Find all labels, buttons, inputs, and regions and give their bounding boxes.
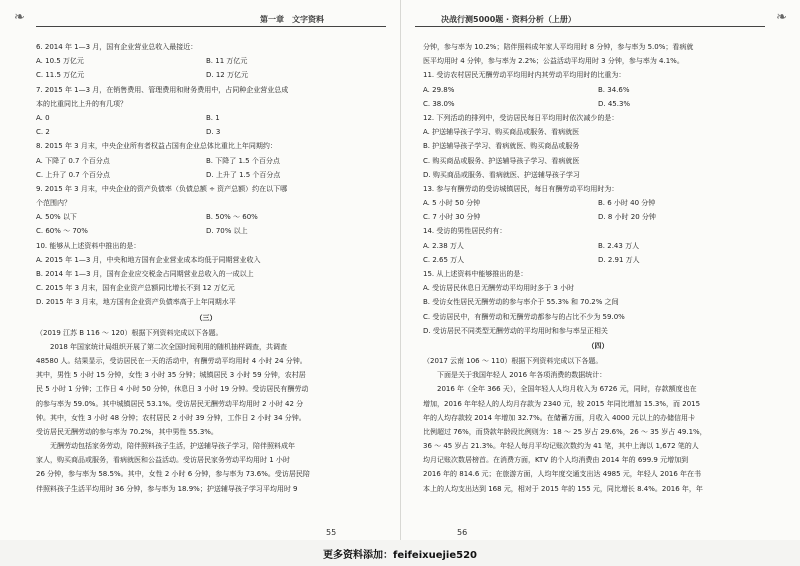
text-line: 13. 参与有酬劳动的受访城镇居民，每日有酬劳动平均用时为： — [423, 184, 619, 193]
text-line: 26 分钟，参与率为 58.5%。其中，女性 2 小时 6 分钟，参与率为 73.6%。受访居民陪 — [36, 470, 310, 479]
text-line: 比例超过 76%，而贷款年龄段比例则为：18 ～ 25 岁占 29.6%，26 ～ 35 岁占 49.1%， — [423, 427, 707, 436]
text-line: 本的比重同比上升的有几项？ — [36, 99, 127, 108]
option-text: B. 11 万亿元 — [206, 57, 248, 66]
header-rule — [36, 26, 386, 27]
text-line: C. 2015 年 3 月末，国有企业资产总额同比增长不到 12 万亿元 — [36, 284, 235, 293]
option-row — [36, 54, 376, 68]
text-line: 6. 2014 年 1—3 月，国有企业营业总收入最接近： — [36, 43, 198, 51]
text-line: 个范围内？ — [36, 199, 71, 208]
option-row — [36, 68, 376, 82]
option-row — [36, 111, 376, 125]
text-line: 11. 受访农村居民无酬劳动平均用时内其劳动平均用时的比重为： — [423, 71, 626, 80]
text-line: （2017 云南 106 ～ 110）根据下列资料完成以下各题。 — [423, 356, 603, 365]
text-line: C. 受访居民中，有酬劳动和无酬劳动都参与的占比不少为 59.0% — [423, 312, 625, 321]
text-line: 无酬劳动包括家务劳动，陪伴照料孩子生活，护送辅导孩子学习，陪伴照料成年 — [50, 442, 295, 451]
text-line: 分钟，参与率为 10.2%；陪伴照料成年家人平均用时 8 分钟，参与率为 5.0%；看病就 — [423, 43, 694, 51]
text-line: A. 受访居民休息日无酬劳动平均用时多于 3 小时 — [423, 284, 575, 293]
option-row — [423, 196, 773, 210]
text-line: 民 5 小时 1 分钟；工作日 4 小时 50 分钟，休息日 3 小时 19 分钟。受访居民有酬劳动 — [36, 385, 309, 394]
option-text: B. 34.6% — [598, 85, 630, 94]
text-line: 2018 年国家统计局组织开展了第二次全国时间利用的随机抽样调查，共调查 — [50, 342, 288, 351]
option-row — [36, 224, 376, 238]
text-line: 其中，男性 5 小时 15 分钟，女性 3 小时 35 分钟；城镇居民 3 小时 59 分钟，农村居 — [36, 371, 306, 380]
text-line: 伴照料孩子生活平均用时 36 分钟，参与率为 18.9%；护送辅导孩子学习平均用时 9 — [36, 484, 298, 493]
corner-ornament-icon: ❧ — [14, 10, 25, 25]
option-text: D. 45.3% — [598, 99, 631, 108]
page-number-right: 56 — [457, 528, 468, 537]
option-text: C. 2 — [36, 128, 50, 137]
option-text: C. 11.5 万亿元 — [36, 71, 85, 80]
footer-note: 更多资料添加：feifeixuejie520 — [323, 550, 477, 561]
option-text: D. 3 — [206, 128, 221, 137]
left-running-header: 第一章 文字资料 — [260, 15, 324, 24]
text-line: 2016 年的 814.6 元；在旅游方面，人均年度交通支出达 4985 元，年轻人 2016 年在书 — [423, 470, 702, 479]
text-line: （2019 江苏 B 116 ～ 120）根据下列资料完成以下各题。 — [36, 328, 223, 337]
left-page — [0, 0, 400, 540]
text-line: 15. 从上述资料中能够推出的是： — [423, 270, 528, 278]
text-line: 下面是关于我国年轻人 2016 年各项消费的数据统计： — [437, 371, 607, 380]
text-line: 14. 受访的男性居民约有： — [423, 227, 507, 236]
option-text: A. 10.5 万亿元 — [36, 57, 84, 66]
option-row — [36, 154, 376, 168]
text-line: D. 购买商品或服务、看病就医、护送辅导孩子学习 — [423, 170, 580, 179]
section-heading: （四） — [587, 341, 609, 350]
header-rule — [415, 26, 765, 27]
text-line: 10. 能够从上述资料中推出的是： — [36, 241, 141, 250]
text-line: 7. 2015 年 1—3 月，在销售费用、管理费用和财务费用中，占同种企业营业总成 — [36, 85, 289, 94]
text-line: 受访居民无酬劳动的参与率为 70.2%，其中男性 55.3%。 — [36, 427, 218, 436]
option-row — [36, 125, 376, 139]
option-text: D. 2.91 万人 — [598, 255, 640, 264]
option-text: D. 8 小时 20 分钟 — [598, 213, 656, 222]
text-line: 36 ～ 45 岁占 21.3%。年轻人每月平均记账次数约为 41 笔，其中上海以 1,672 笔的人 — [423, 442, 699, 451]
option-text: B. 2.43 万人 — [598, 241, 640, 250]
text-line: C. 购买商品或服务、护送辅导孩子学习、看病就医 — [423, 156, 580, 165]
right-page-body — [423, 40, 773, 496]
text-line: B. 受访女性居民无酬劳动的参与率介于 55.3% 和 70.2% 之间 — [423, 298, 619, 307]
option-text: C. 2.65 万人 — [423, 255, 465, 264]
option-text: A. 5 小时 50 分钟 — [423, 199, 481, 208]
option-text: B. 50% ～ 60% — [206, 213, 258, 222]
text-line: A. 2015 年 1—3 月，中央和地方国有企业营业成本均低于同期营业收入 — [36, 255, 261, 264]
text-line: 8. 2015 年 3 月末，中央企业所有者权益占国有企业总体比重比上年同期约： — [36, 142, 277, 151]
text-line: 增加，2016 年年轻人的人均月存款为 2340 元，较 2015 年同比增加 15.3%，而 2015 — [423, 399, 701, 408]
text-line: 均月记账次数居榜首。在消费方面，KTV 的个人均消费由 2014 年的 699.9 元增加到 — [423, 456, 689, 465]
option-text: B. 1 — [206, 113, 220, 122]
text-line: D. 2015 年 3 月末，地方国有企业资产负债率高于上年同期水平 — [36, 298, 236, 307]
option-text: A. 2.38 万人 — [423, 241, 464, 250]
option-text: A. 下降了 0.7 个百分点 — [36, 156, 110, 165]
text-line: 钟。其中，女性 3 小时 48 分钟；农村居民 2 小时 39 分钟，工作日 2 小时 34 分钟。 — [36, 413, 306, 422]
text-line: A. 护送辅导孩子学习、购买商品或服务、看病就医 — [423, 128, 580, 137]
text-line: 48580 人。结果显示，受访居民在一天的活动中，有酬劳动平均用时 4 小时 24 分钟。 — [36, 356, 307, 365]
left-page-body — [36, 40, 376, 496]
option-text: A. 0 — [36, 113, 50, 122]
option-text: D. 70% 以上 — [206, 227, 248, 236]
option-row — [36, 210, 376, 224]
option-row — [423, 83, 773, 97]
option-text: D. 12 万亿元 — [206, 71, 248, 80]
right-running-header: 决战行测5000题 · 资料分析（上册） — [441, 15, 576, 24]
text-line: 医平均用时 4 分钟，参与率为 2.2%；公益活动平均用时 3 分钟，参与率为 4.1%。 — [423, 57, 684, 66]
text-line: 2016 年（全年 366 天），全国年轻人人均月收入为 6726 元，同时，存款额度也在 — [437, 385, 697, 394]
option-row — [423, 253, 773, 267]
option-text: D. 上升了 1.5 个百分点 — [206, 170, 281, 179]
page-number-left: 55 — [326, 528, 337, 537]
text-line: 家人，购买商品或服务，看病就医和公益活动。受访居民家务劳动平均用时 1 小时 — [36, 456, 290, 465]
text-line: 年的人均存款较 2014 年增加 32.7%。在储蓄方面，月收入 4000 元以上的办储信用卡 — [423, 413, 695, 422]
text-line: 9. 2015 年 3 月末，中央企业的资产负债率（负债总额 ÷ 资产总额）约在以下哪 — [36, 184, 288, 193]
text-line: 12. 下列活动的排列中，受访居民每日平均用时依次减少的是： — [423, 113, 619, 122]
text-line: B. 护送辅导孩子学习、看病就医、购买商品或服务 — [423, 142, 580, 151]
right-page — [400, 0, 800, 540]
section-heading: （三） — [195, 313, 217, 322]
option-text: C. 38.0% — [423, 99, 455, 108]
option-text: B. 下降了 1.5 个百分点 — [206, 156, 280, 165]
text-line: 本上的人均支出达到 168 元，相对于 2015 年的 155 元，同比增长 8.4%。2016 年，年 — [423, 484, 703, 493]
option-row — [423, 210, 773, 224]
text-line: B. 2014 年 1—3 月，国有企业应交税金占同期营业总收入的一成以上 — [36, 270, 254, 278]
text-line: D. 受访居民不同类型无酬劳动的平均用时和参与率呈正相关 — [423, 326, 608, 335]
option-text: A. 29.8% — [423, 85, 455, 94]
option-text: C. 7 小时 30 分钟 — [423, 213, 481, 222]
option-text: C. 上升了 0.7 个百分点 — [36, 170, 110, 179]
text-line: 的参与率为 59.0%。其中城镇居民 53.1%。受访居民无酬劳动平均用时 2 小时 42 分 — [36, 399, 304, 408]
option-text: A. 50% 以下 — [36, 213, 77, 222]
option-row — [36, 168, 376, 182]
corner-ornament-icon: ❧ — [776, 10, 787, 25]
option-row — [423, 239, 773, 253]
option-row — [423, 97, 773, 111]
option-text: C. 60% ～ 70% — [36, 227, 88, 236]
option-text: B. 6 小时 40 分钟 — [598, 199, 656, 208]
